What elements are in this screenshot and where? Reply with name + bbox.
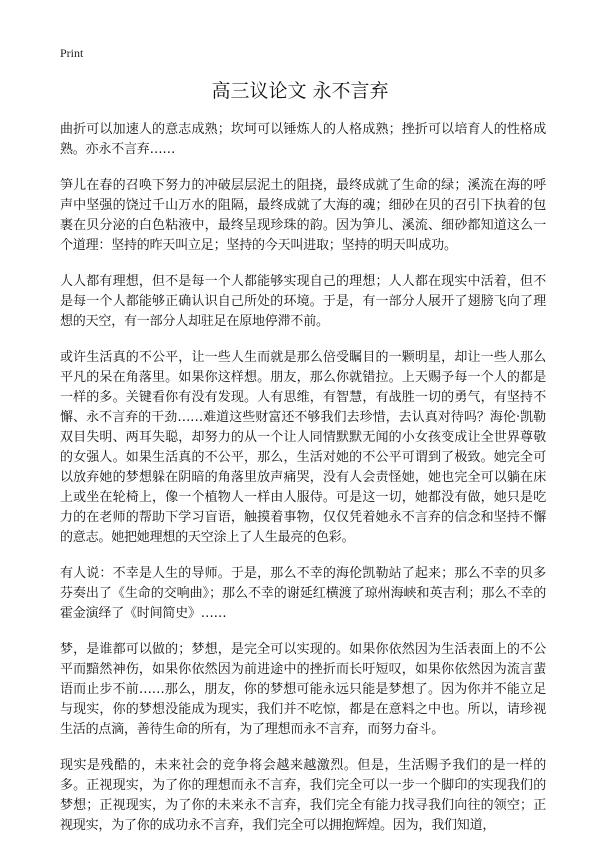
document-title: 高三议论文 永不言弃	[211, 80, 389, 102]
paragraph-4: 或许生活真的不公平，让一些人生而就是那么倍受瞩目的一颗明星，却让一些人那么平凡的呆在角落里。如果你这样想。朋友，那么你就错拉。上天赐予每一个人的都是一样的多。关键看你有没有发现。人有思维，有智慧，有战胜一切的勇气，有坚持不懈、永不言弃的干劲……难道这些财富还不够我们去珍惜，去认真对待吗？海伦·凯勒双目失明、两耳失聪，却努力的从一个让人同情默默无闻的小女孩变成让全世界尊敬的女强人。如果生活真的不公平，那么，生活对她的不公平可谓到了极致。她完全可以放弃她的梦想躲在阴暗的角落里放声痛哭，没有人会责怪她，她也完全可以躺在床上或坐在轮椅上，像一个植物人一样由人服侍。可是这一切，她都没有做，她只是吃力的在老师的帮助下学习盲语，触摸着事物，仅仅凭着她永不言弃的信念和坚持不懈的意志。她把她理想的天空涂上了人生最亮的色彩。	[60, 350, 546, 545]
paragraph-7: 现实是残酷的，未来社会的竞争将会越来越激烈。但是，生活赐予我们的是一样的多。正视现实，为了你的理想而永不言弃，我们完全可以一步一个脚印的实现我们的梦想；正视现实，为了你的未来永不言弃，我们完全有能力找寻我们向往的领空；正视现实，为了你的成功永不言弃，我们完全可以拥抱辉煌。因为，我们知道，	[60, 758, 546, 833]
paragraph-1: 曲折可以加速人的意志成熟；坎坷可以锤炼人的人格成熟；挫折可以培育人的性格成熟。亦永不言弃……	[60, 122, 546, 157]
paragraph-2: 笋儿在春的召唤下努力的冲破层层泥土的阻挠，最终成就了生命的绿；溪流在海的呼声中坚强的饶过千山万水的阻隔，最终成就了大海的魂；细砂在贝的召引下执着的包裹在贝分泌的白色粘液中，最终呈现珍珠的韵。因为笋儿、溪流、细砂都知道这么一个道理：坚持的昨天叫立足；坚持的今天叫进取；坚持的明天叫成功。	[60, 178, 546, 253]
paragraph-3: 人人都有理想，但不是每一个人都能够实现自己的理想；人人都在现实中活着，但不是每一个人都能够正确认识自己所处的环境。于是，有一部分人展开了翅膀飞向了理想的天空，有一部分人却驻足在原地停滞不前。	[60, 274, 546, 329]
article-body	[60, 120, 546, 852]
print-link[interactable]: Print	[60, 46, 84, 60]
paragraph-6: 梦，是谁都可以做的；梦想，是完全可以实现的。如果你依然因为生活表面上的不公平而黯然神伤，如果你依然因为前进途中的挫折而长吁短叹，如果你依然因为流言蜚语而止步不前……那么，朋友，你的梦想可能永远只能是梦想了。因为你并不能立足与现实，你的梦想没能成为现实，我们并不吃惊，都是在意料之中也。所以，请珍视生活的点滴，善待生命的所有，为了理想而永不言弃，而努力奋斗。	[60, 642, 546, 737]
paragraph-5: 有人说：不幸是人生的导师。于是，那么不幸的海伦凯勒站了起来；那么不幸的贝多芬奏出了《生命的交响曲》；那么不幸的谢延红横渡了琼州海峡和英吉利；那么不幸的霍金演绎了《时间简史》……	[60, 566, 546, 621]
